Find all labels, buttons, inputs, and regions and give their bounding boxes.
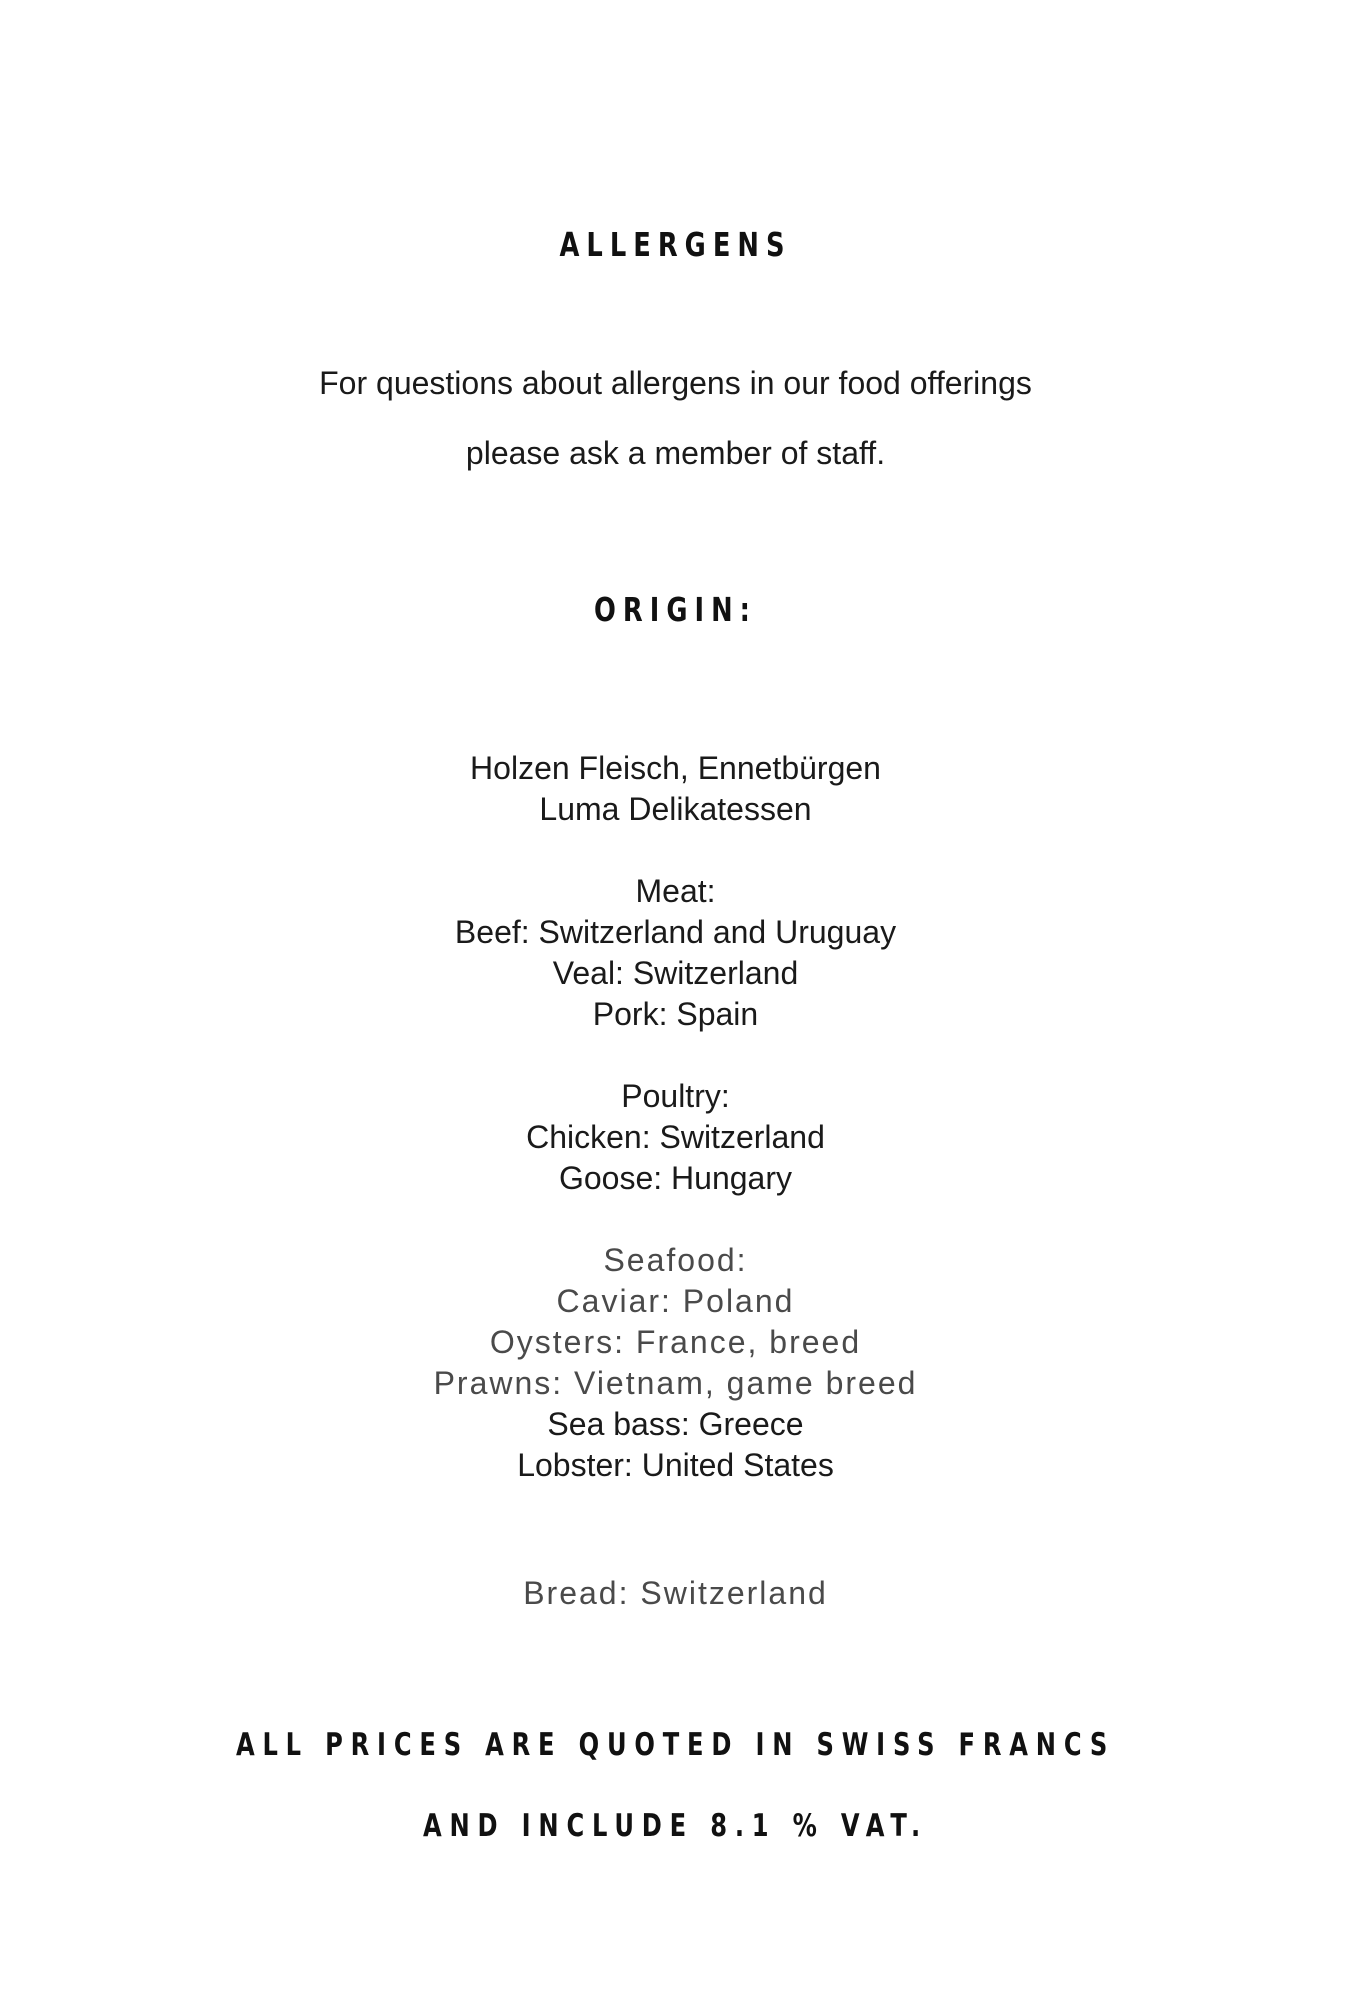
poultry-item: Goose: Hungary bbox=[558, 1160, 792, 1196]
bread-origin: Bread: Switzerland bbox=[523, 1575, 828, 1611]
seafood-item: Oysters: France, breed bbox=[489, 1324, 862, 1360]
allergens-note-line-1: For questions about allergens in our food offerings bbox=[319, 365, 1032, 401]
meat-item: Veal: Switzerland bbox=[552, 955, 799, 991]
origin-list bbox=[0, 748, 1351, 1486]
poultry-label: Poultry: bbox=[621, 1078, 730, 1114]
origin-heading: ORIGIN: bbox=[594, 590, 757, 629]
prices-note-line-1: ALL PRICES ARE QUOTED IN SWISS FRANCS bbox=[235, 1727, 1116, 1763]
meat-group bbox=[0, 871, 1351, 1035]
poultry-item: Chicken: Switzerland bbox=[526, 1119, 825, 1155]
seafood-label: Seafood: bbox=[603, 1242, 748, 1278]
allergens-heading: ALLERGENS bbox=[559, 225, 792, 264]
meat-label: Meat: bbox=[635, 873, 716, 909]
seafood-group bbox=[0, 1240, 1351, 1486]
poultry-group bbox=[0, 1076, 1351, 1199]
seafood-item: Prawns: Vietnam, game breed bbox=[433, 1365, 918, 1401]
prices-note-line-2: AND INCLUDE 8.1 % VAT. bbox=[422, 1808, 929, 1844]
supplier-group bbox=[0, 748, 1351, 830]
seafood-item: Caviar: Poland bbox=[556, 1283, 795, 1319]
meat-item: Pork: Spain bbox=[592, 996, 759, 1032]
allergens-note-line-2: please ask a member of staff. bbox=[465, 435, 886, 471]
meat-item: Beef: Switzerland and Uruguay bbox=[454, 914, 897, 950]
supplier-line: Luma Delikatessen bbox=[539, 791, 812, 827]
seafood-item: Lobster: United States bbox=[517, 1447, 834, 1483]
supplier-line: Holzen Fleisch, Ennetbürgen bbox=[470, 750, 881, 786]
seafood-item: Sea bass: Greece bbox=[547, 1406, 804, 1442]
